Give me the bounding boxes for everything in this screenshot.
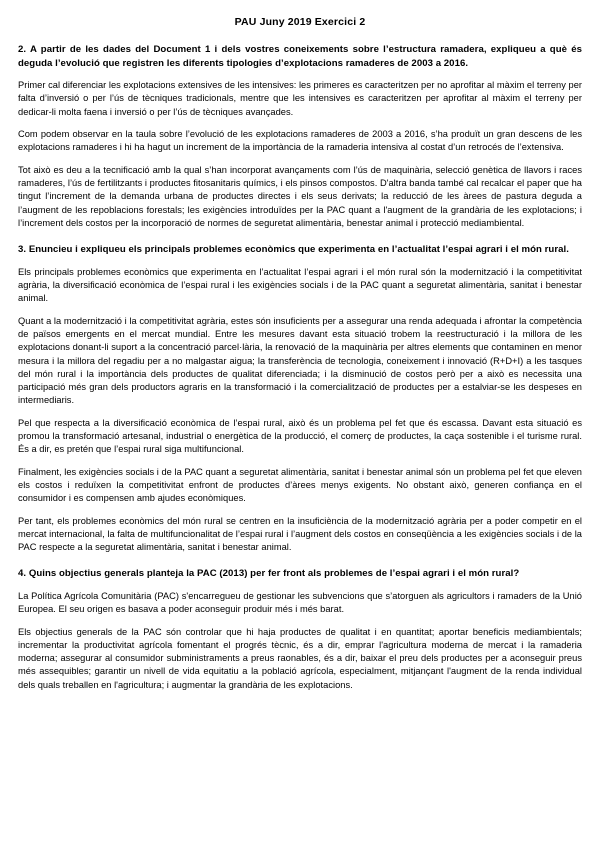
paragraph: La Política Agrícola Comunitària (PAC) s'encarregueu de gestionar les subvencions que s’atorguen als agricultors i ramaders de la Unió Europea. El seu origen es basava a poder aconseguir produir més i més barat. — [18, 590, 582, 615]
paragraph: Per tant, els problemes econòmics del món rural se centren en la insuficiència de la modernització agrària per a poder competir en el mercat internacional, la falta de multifuncionalitat de l’espai rural i l’augment dels costos en conseqüència a les exigències socials i de la PAC respecte a la seguretat alimentària, sanitat i benestar animal. — [18, 515, 582, 553]
paragraph: Els principals problemes econòmics que experimenta en l’actualitat l’espai agrari i el món rural són la modernització i la competitivitat agrària, la diversificació econòmica de l’espai rural i les exigències socials i de la PAC quant a seguretat alimentària, sanitat i benestar animal. — [18, 266, 582, 304]
question-heading-4: 4. Quins objectius generals planteja la PAC (2013) per fer front als problemes de l’espai agrari i el món rural? — [18, 568, 520, 580]
paragraph: Pel que respecta a la diversificació econòmica de l’espai rural, això és un problema pel fet que és escassa. Davant esta situació es promou la transformació artesanal, industrial o energètica de la producció, el comerç de productes, la caça sostenible i el turisme rural. És a dir, es pretén que l’espai rural siga multifuncional. — [18, 417, 582, 455]
page-title: PAU Juny 2019 Exercici 2 — [234, 16, 366, 28]
paragraph: Tot això es deu a la tecnificació amb la qual s’han incorporat avançaments com l’ús de maquinària, selecció genètica de llavors i races ramaderes, l’ús de fertilitzants i productes fitosanitaris químics, i els pinsos compostos. D'altra banda també cal recalcar el paper que ha tingut l’increment de la demanda urbana de productes directes i els seus derivats; la reducció de les àrees de pastura deguda a l’augment de les repoblacions forestals; les exigències introduïdes per la PAC quant a l'augment de la grandària de les explotacions; i l’increment dels costos per la incorporació de normes de seguretat alimentària, benestar animal i protecció mediambiental. — [18, 164, 582, 228]
paragraph: Com podem observar en la taula sobre l’evolució de les explotacions ramaderes de 2003 a 2016, s’ha produït un gran descens de les explotacions ramaderes i hi ha hagut un increment de la importància de la ramaderia intensiva al costat d’un retrocés de l’extensiva. — [18, 129, 582, 153]
question-heading-2: 2. A partir de les dades del Document 1 i dels vostres coneixements sobre l’estructura ramadera, expliqueu a què és deguda l’evolució que registren les diferents tipologies d’explotacions ramaderes de 2003 a 2016. — [18, 44, 582, 69]
paragraph: Primer cal diferenciar les explotacions extensives de les intensives: les primeres es caracteritzen per no aprofitar al màxim el terreny per falta d’inversió o per l’ús de tècniques tradicionals, mentre que les intensives es caracteritzen per aprofitar al màxim el terreny per dedicar-li molta faena i inversió o per l’ús de tècniques avançades. — [18, 80, 582, 117]
paragraph: Quant a la modernització i la competitivitat agrària, estes són insuficients per a assegurar una renda adequada i afrontar la competència de països emergents en el mercat mundial. Entre les mesures davant esta situació trobem la reestructuració i la millora de les explotacions donant-li suport a la concentració parcel·lària, la renovació de la maquinària per altres elements que contaminen en menor mesura i la millora del regadiu per a no malgastar aigua; la transferència de tecnologia, coneixement i innovació (R+D+I) a les tasques del món rural i la importància dels productes de qualitat diferenciada; i la disminució de costos però per a això es necessita una participació més gran dels productors agraris en la transformació i la comercialització de productes per a estalviar-se les despeses en intermediaris. — [18, 315, 582, 406]
paragraph: Finalment, les exigències socials i de la PAC quant a seguretat alimentària, sanitat i benestar animal són un problema pel fet que eleven els costos i reduïxen la competitivitat enfront de productes d’àrees menys exigents. No obstant això, generen confiança en el consumidor i es compensen amb ajudes econòmiques. — [18, 466, 582, 504]
paragraph: Els objectius generals de la PAC són controlar que hi haja productes de qualitat i en quantitat; aportar beneficis mediambientals; incrementar la productivitat agrícola fomentant el progrés tècnic, és a dir, emprar l'agricultura moderna de mercat i la ramaderia moderna; assegurar al consumidor subministraments a preus raonables, és a dir, baixar el preu dels productes per a aconseguir preus més assequibles; garantir un nivell de vida equitatiu a la població agrícola, especialment, mitjançant l'augment de la renda individual dels quals treballen en l'agricultura; i augmentar la grandària de les explotacions. — [18, 626, 582, 690]
question-heading-3: 3. Enuncieu i expliqueu els principals problemes econòmics que experimenta en l’actualitat l’espai agrari i el món rural. — [18, 244, 569, 256]
